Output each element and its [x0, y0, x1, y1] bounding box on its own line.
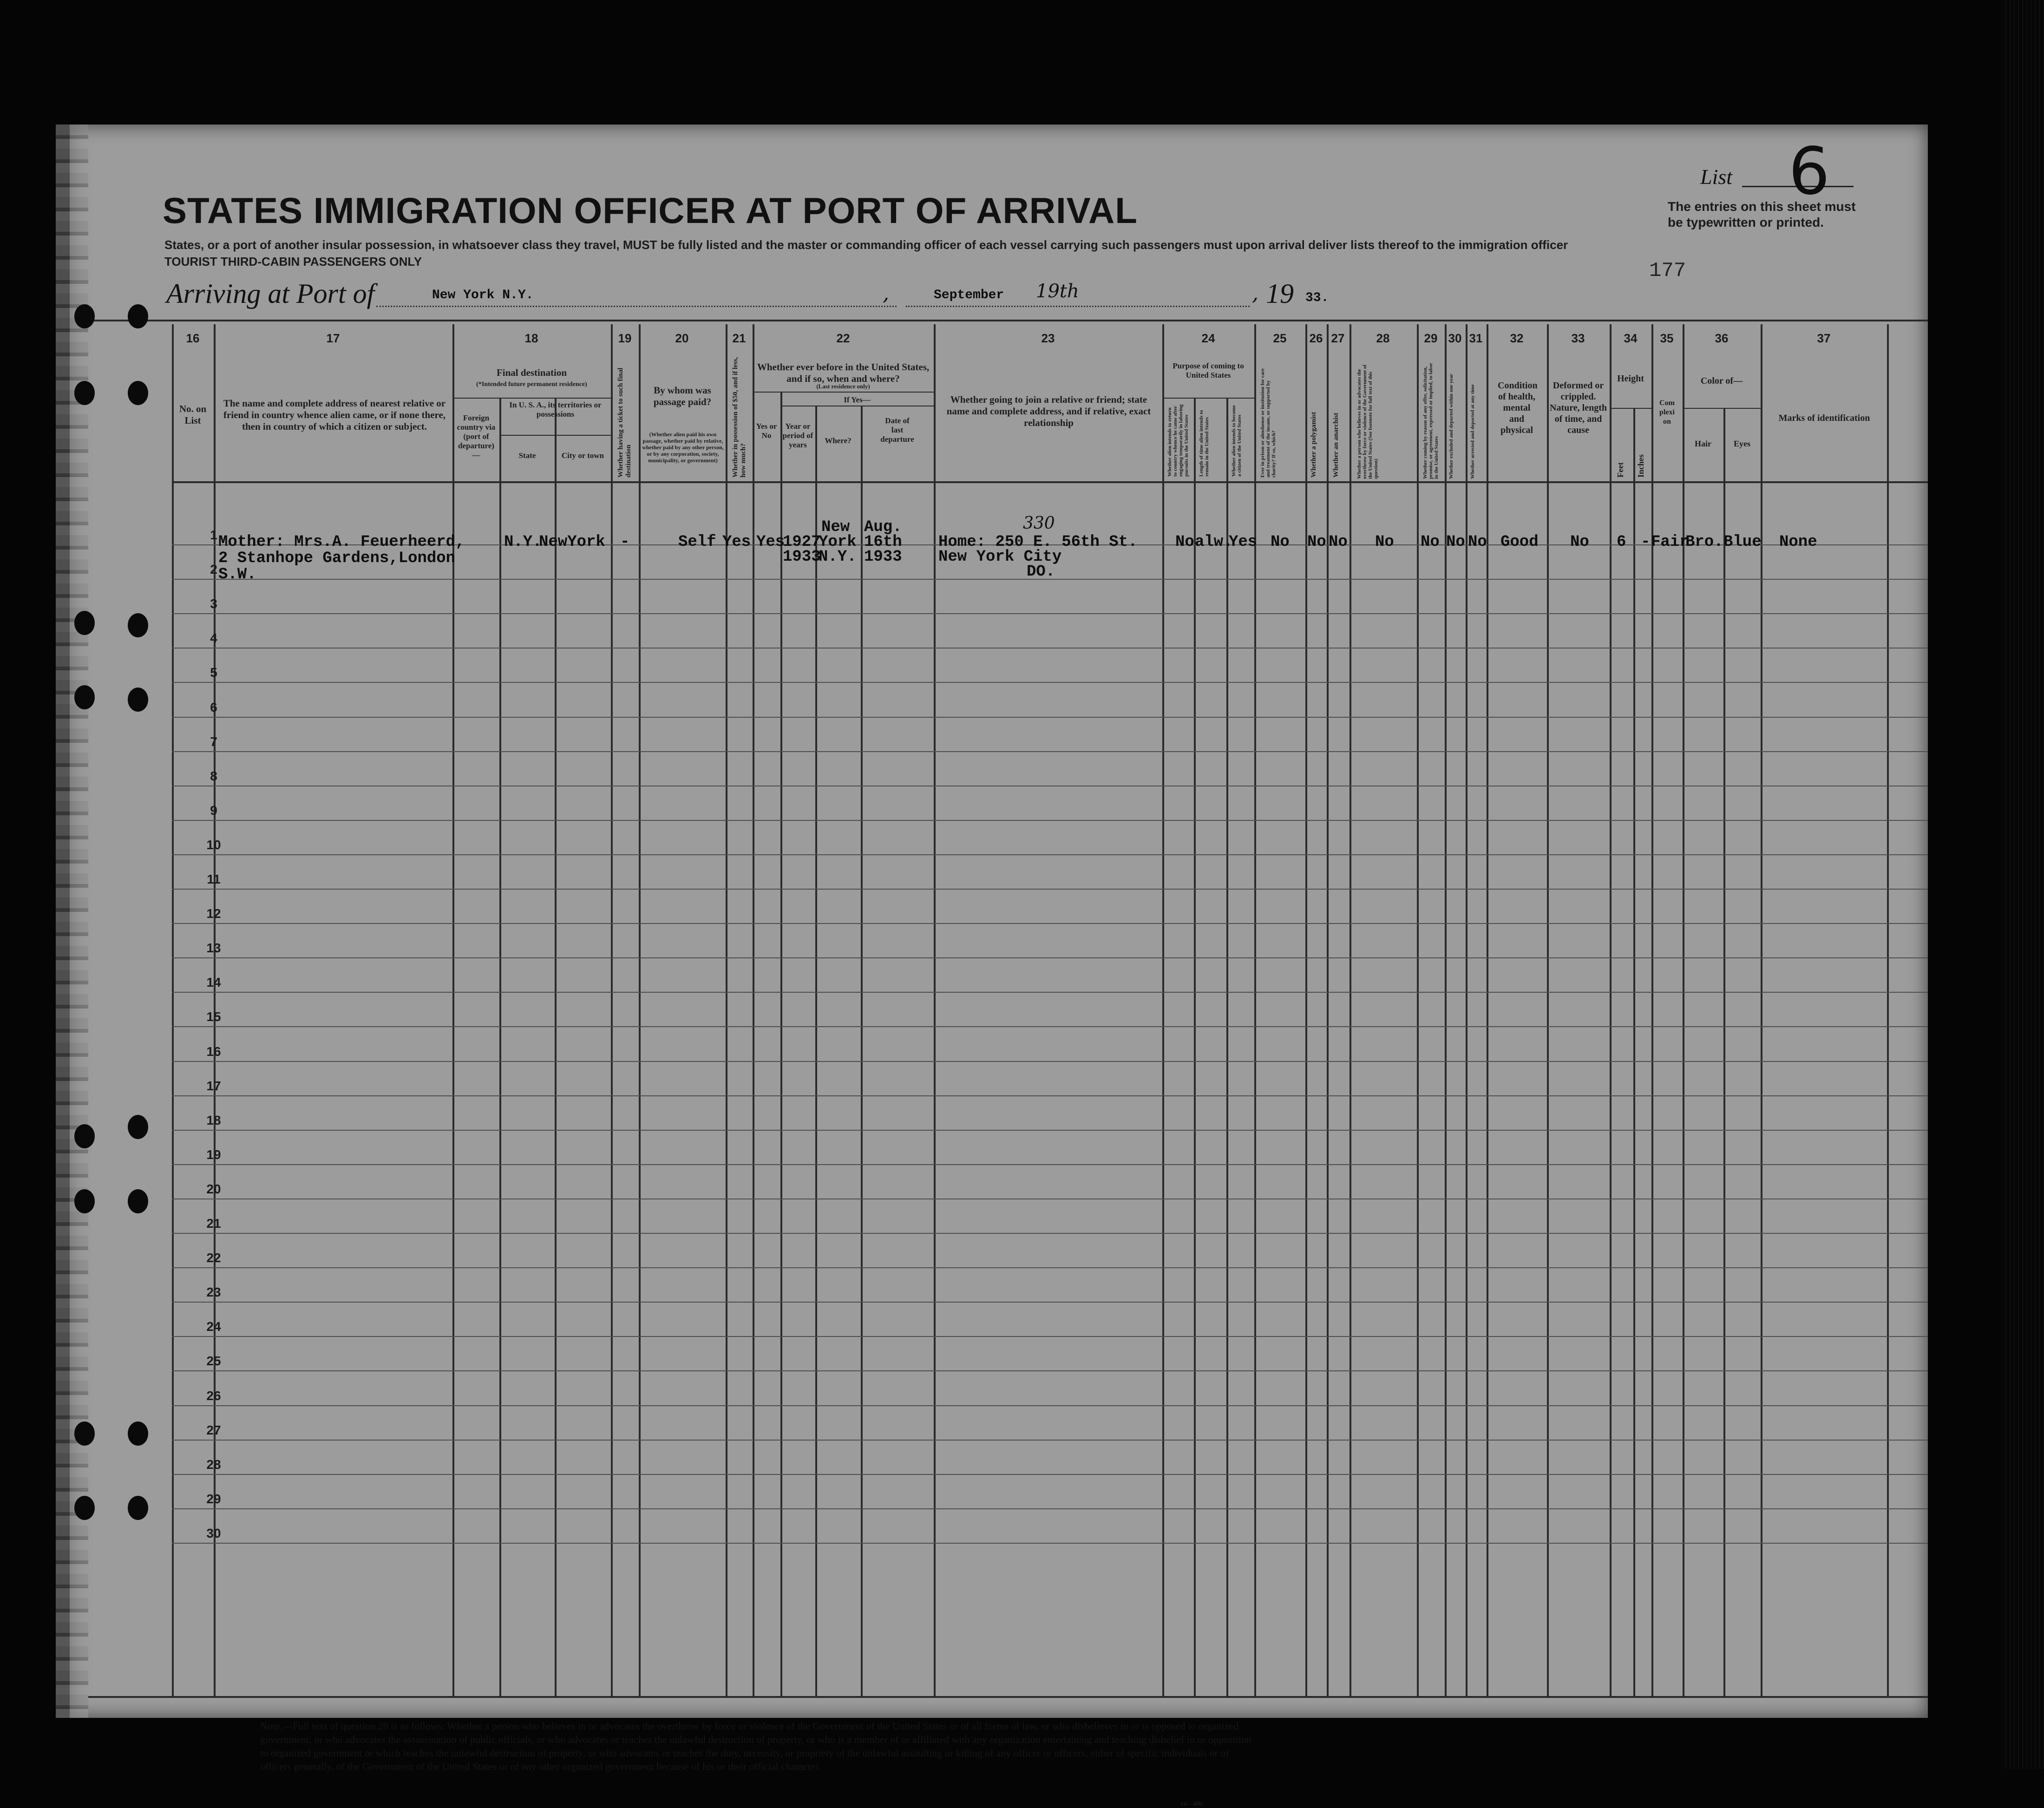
- colnum-32: 32: [1510, 331, 1524, 345]
- header-no-on-list: No. on List: [179, 403, 207, 426]
- header-complexion: Complexion: [1659, 399, 1675, 426]
- row-number: 13: [206, 941, 221, 956]
- subtitle-text: States, or a port of another insular possession, in whatsoever class they travel, MUST be fully listed and the master or commanding officer of each vessel carrying such passengers must upon arrival deliver lists thereof to the immigration officer: [164, 238, 1568, 252]
- date-month: September: [934, 288, 1004, 302]
- col-line: [1350, 324, 1351, 1697]
- header-purpose: Purpose of coming to United States: [1173, 361, 1244, 380]
- row-number: 15: [206, 1009, 221, 1024]
- header-deformed: Deformed or crippled. Nature, length of time, and cause: [1550, 380, 1607, 435]
- header-excluded: Whether excluded and deported within one year: [1448, 373, 1454, 479]
- colnum-22: 22: [836, 331, 850, 345]
- row-number: 20: [206, 1181, 221, 1196]
- colnum-16: 16: [186, 331, 200, 345]
- col-line: [1305, 324, 1307, 1697]
- entry-join-line3: DO.: [1027, 563, 1055, 581]
- year-prefix: 19: [1266, 278, 1294, 309]
- header-yes-no: Yes or No: [756, 422, 777, 440]
- row-number: 7: [210, 734, 217, 749]
- col-line: [611, 324, 613, 1697]
- row-line: [172, 1130, 1928, 1131]
- col-line: [1226, 398, 1228, 1697]
- colnum-17: 17: [326, 331, 340, 345]
- col-line: [1466, 324, 1467, 1697]
- entry-date-2: 16th: [864, 533, 902, 551]
- page-title: STATES IMMIGRATION OFFICER AT PORT OF ARRIVAL: [163, 190, 1138, 231]
- col-line: [1723, 408, 1725, 1697]
- torn-left-edge: [56, 124, 88, 1718]
- scan-edge-noise: [2002, 0, 2044, 1769]
- entry-deformed: No: [1570, 533, 1589, 551]
- header-anarchist: Whether an anarchist: [1332, 413, 1340, 478]
- entry-length: alw.: [1195, 533, 1233, 551]
- date-dotline: [906, 306, 1250, 307]
- entry-year-1: 1927: [783, 533, 821, 551]
- row-number: 24: [206, 1319, 221, 1334]
- form-number: 14—480: [1180, 1801, 1203, 1808]
- row-number: 26: [206, 1388, 221, 1403]
- colnum-33: 33: [1571, 331, 1585, 345]
- header-ticket: Whether having a ticket to such final destination: [617, 367, 632, 478]
- row-number: 21: [206, 1216, 221, 1231]
- entry-labor-offer: No: [1421, 533, 1440, 551]
- row-line: [172, 717, 1928, 718]
- col-line: [780, 392, 782, 1697]
- header-foreign-country: Foreign country via (port of departure)—: [457, 413, 496, 459]
- punch-hole: [128, 1189, 148, 1213]
- col-line: [1487, 324, 1488, 1697]
- colnum-25: 25: [1273, 331, 1287, 345]
- col-line: [1610, 324, 1612, 1697]
- table-top-border: [88, 320, 1928, 321]
- comma-2: ,: [1252, 282, 1258, 305]
- row-line: [172, 1164, 1928, 1165]
- row-line: [172, 1440, 1928, 1441]
- class-line: TOURIST THIRD-CABIN PASSENGERS ONLY: [164, 255, 422, 269]
- row-number: 14: [206, 975, 221, 990]
- entry-date-3: 1933: [864, 548, 902, 566]
- comma-1: ,: [883, 282, 889, 305]
- header-ever-before-sub: (Last residence only): [816, 383, 870, 390]
- entry-where-2: York: [819, 533, 857, 551]
- col-line: [499, 398, 501, 1697]
- header-where: Where?: [825, 436, 852, 445]
- row-line: [172, 1233, 1928, 1234]
- entry-polygamist: No: [1307, 533, 1326, 551]
- punch-hole: [128, 304, 148, 328]
- manifest-sheet: [70, 124, 1928, 1808]
- row-line: [172, 1543, 1928, 1544]
- punch-hole: [74, 1422, 95, 1446]
- row-number: 23: [206, 1285, 221, 1300]
- header-become-citizen: Whether alien intends to become a citizen of the United States: [1231, 405, 1242, 477]
- row-line: [172, 957, 1928, 958]
- row-line: [172, 1095, 1928, 1096]
- row-line: [172, 1370, 1928, 1371]
- header-color-of: Color of—: [1700, 376, 1743, 386]
- entry-overthrow: No: [1375, 533, 1394, 551]
- header-overthrow: Whether a person who believes in or advocates the overthrow by force or violence of the Government of the United States (See footnote for full text of this question): [1356, 364, 1379, 479]
- entry-feet: 6: [1617, 533, 1626, 551]
- entry-prison: No: [1271, 533, 1290, 551]
- col-line: [861, 406, 863, 1697]
- row-line: [172, 613, 1928, 614]
- arriving-label: Arriving at Port of: [166, 278, 375, 309]
- header-passage-paid-sub: (Whether alien paid his own passage, whether paid by relative, whether paid by any other person, or by any corporation, society, municipality, or government): [642, 431, 724, 464]
- colnum-31: 31: [1469, 331, 1483, 345]
- row-line: [172, 992, 1928, 993]
- colnum-24: 24: [1201, 331, 1215, 345]
- entry-year-2: 1933: [783, 548, 821, 566]
- row-number: 12: [206, 906, 221, 921]
- row-number: 11: [207, 872, 221, 886]
- punch-hole: [74, 1124, 95, 1148]
- col-line: [639, 324, 641, 1697]
- row-number: 6: [210, 700, 217, 714]
- header-labor-offer: Whether coming by reason of any offer, solicitation, promise, or agreement, expressed or implied, to labor in the United States: [1422, 363, 1439, 479]
- punch-hole: [74, 685, 95, 709]
- header-length-stay: Length of time alien intends to remain in the United States: [1199, 410, 1210, 477]
- row-line: [172, 1405, 1928, 1406]
- punch-hole: [128, 613, 148, 637]
- punch-hole: [128, 1115, 148, 1139]
- header-passage-paid: By whom was passage paid?: [653, 385, 712, 407]
- col-line: [1887, 324, 1889, 1697]
- port-dotline: [376, 306, 897, 307]
- punch-hole: [128, 381, 148, 405]
- header-marks: Marks of identification: [1778, 413, 1870, 423]
- colnum-28: 28: [1376, 331, 1390, 345]
- entry-citizen: Yes: [1229, 533, 1258, 551]
- entry-relative-line2: 2 Stanhope Gardens,London: [218, 550, 456, 567]
- entry-state: N.Y.: [504, 533, 542, 551]
- col-line: [1445, 324, 1447, 1697]
- punch-hole: [74, 1496, 95, 1520]
- row-number: 9: [210, 803, 217, 818]
- row-number: 25: [206, 1354, 221, 1369]
- entry-before-yes-no: Yes: [756, 533, 785, 551]
- entry-join-line2: New York City: [938, 548, 1062, 566]
- header-bottom-border: [172, 481, 1928, 483]
- row-number: 22: [206, 1251, 221, 1265]
- stamp-number: 177: [1649, 259, 1686, 282]
- subheader-line: [452, 398, 611, 399]
- row-line: [172, 1336, 1928, 1337]
- row-line: [172, 648, 1928, 649]
- header-hair: Hair: [1695, 439, 1711, 448]
- col-line: [934, 324, 936, 1697]
- subheader-line: [1162, 398, 1254, 399]
- col-line: [1194, 398, 1196, 1697]
- colnum-21: 21: [732, 331, 746, 345]
- punch-hole: [74, 304, 95, 328]
- row-line: [172, 923, 1928, 924]
- col-line: [1633, 408, 1635, 1697]
- row-line: [172, 1026, 1928, 1027]
- port-value: New York N.Y.: [432, 288, 534, 302]
- row-number: 10: [206, 837, 221, 852]
- header-ever-before: Whether ever before in the United States, and if so, when and where?: [757, 361, 930, 384]
- header-if-yes: If Yes—: [844, 395, 871, 404]
- entry-has-50: Yes: [722, 533, 751, 551]
- entry-excluded: No: [1446, 533, 1465, 551]
- entry-marks: None: [1779, 533, 1817, 551]
- col-line: [1547, 324, 1549, 1697]
- entry-where-1: New: [821, 518, 850, 536]
- header-return-intent: Whether alien intends to return to country whence he came after engaging temporarily in laboring pursuits in the United States: [1167, 404, 1189, 477]
- punch-hole: [128, 1496, 148, 1520]
- list-number: 6: [1788, 134, 1830, 210]
- colnum-27: 27: [1331, 331, 1345, 345]
- entries-note-line-1: The entries on this sheet must: [1668, 199, 1856, 214]
- entry-relative-line1: Mother: Mrs.A. Feuerheerd,: [218, 533, 465, 551]
- row-line: [172, 1508, 1928, 1509]
- entry-where-3: N.Y.: [819, 548, 857, 566]
- col-line: [1761, 324, 1762, 1697]
- row-line: [172, 751, 1928, 752]
- colnum-20: 20: [675, 331, 689, 345]
- subheader-line: [1683, 408, 1761, 409]
- entry-join-correction: 330: [1023, 514, 1055, 533]
- subheader-line: [753, 392, 934, 393]
- col-line: [726, 324, 727, 1697]
- entry-eyes: Blue: [1723, 533, 1762, 551]
- entries-note-line-2: be typewritten or printed.: [1668, 215, 1824, 229]
- colnum-18: 18: [524, 331, 538, 345]
- header-eyes: Eyes: [1734, 439, 1750, 448]
- row-line: [172, 820, 1928, 821]
- list-label: List: [1700, 165, 1733, 189]
- row-number: 18: [206, 1113, 221, 1127]
- entry-return: No: [1175, 533, 1194, 551]
- colnum-37: 37: [1817, 331, 1831, 345]
- row-number: 17: [206, 1078, 221, 1093]
- row-number: 8: [210, 768, 217, 783]
- punch-hole: [128, 688, 148, 712]
- row-number: 3: [210, 596, 217, 611]
- colnum-23: 23: [1041, 331, 1055, 345]
- footnote: Note.—Full text of question 28 is as follows: Whether a person who believes in or advocates the overthrow by force or violence of the Government of the United States or of all forms of law, or who disbelieves in or is opposed to organized government, or who advocates the assassination of public officials, or who advocates or teaches the unlawful destruction of property, or who is a member of or affiliated with any organization entertaining and teaching disbelief in or opposition to organized government or which teaches the unlawful destruction of property, or who advocates or teaches the duty, necessity, or propriety of the unlawful assaulting or killing of any officer or officers, either of specific individuals or of officers generally, of the Government of the United States or of any other organized government because of his or their official character.: [260, 1720, 1251, 1772]
- row-number: 1: [210, 528, 217, 542]
- row-line: [172, 1061, 1928, 1062]
- header-date-departure: Date of last departure: [880, 416, 914, 444]
- header-fifty-dollars: Whether in possession of $50, and if less, how much?: [732, 357, 747, 478]
- entry-hair: Bro.: [1685, 533, 1723, 551]
- row-line: [172, 854, 1928, 855]
- entry-join-line1: Home: 250 E. 56th St.: [938, 533, 1138, 551]
- col-line: [1162, 324, 1164, 1697]
- header-join-relative: Whether going to join a relative or friend; state name and complete address, and if relative, exact relationship: [946, 394, 1151, 428]
- col-line: [452, 324, 454, 1697]
- row-number: 5: [210, 665, 217, 680]
- date-day: 19th: [1036, 281, 1079, 302]
- col-line: [1254, 324, 1256, 1697]
- entry-city: NewYork: [539, 533, 605, 551]
- header-year-period: Year or period of years: [782, 422, 813, 449]
- entries-note: [1668, 199, 1856, 230]
- header-relative: The name and complete address of nearest relative or friend in country whence alien came, or if none there, then in country of which a citizen or subject.: [223, 398, 446, 432]
- colnum-29: 29: [1424, 331, 1438, 345]
- entry-anarchist: No: [1329, 533, 1348, 551]
- header-final-destination-sub: (*Intended future permanent residence): [476, 381, 587, 388]
- entry-deported: No: [1468, 533, 1487, 551]
- colnum-35: 35: [1660, 331, 1674, 345]
- row-number: 27: [206, 1422, 221, 1437]
- entry-inches: -: [1641, 533, 1651, 551]
- colnum-19: 19: [618, 331, 632, 345]
- colnum-26: 26: [1309, 331, 1323, 345]
- row-number: 28: [206, 1457, 221, 1472]
- punch-hole: [74, 1189, 95, 1213]
- punch-hole: [128, 1422, 148, 1446]
- header-feet: Feet: [1616, 462, 1625, 478]
- entry-health: Good: [1500, 533, 1539, 551]
- col-line: [1651, 324, 1653, 1697]
- header-polygamist: Whether a polygamist: [1310, 412, 1317, 478]
- row-line: [172, 889, 1928, 890]
- row-line: [172, 1267, 1928, 1268]
- row-line: [172, 682, 1928, 683]
- subheader-line: [1610, 408, 1651, 409]
- punch-hole: [74, 381, 95, 405]
- col-line: [555, 398, 557, 1697]
- header-final-destination: Final destination: [496, 367, 567, 378]
- header-health: Condition of health, mental and physical: [1498, 380, 1538, 435]
- col-line: [1327, 324, 1329, 1697]
- colnum-30: 30: [1448, 331, 1462, 345]
- entry-complexion: Fair: [1651, 533, 1689, 551]
- header-state: State: [518, 451, 536, 460]
- header-prison: Ever in prison or almshouse or institution for care and treatment of the insane, or supported by charity? If so, which?: [1260, 368, 1277, 478]
- colnum-36: 36: [1715, 331, 1729, 345]
- row-number: 4: [210, 631, 217, 646]
- entry-paid-by: Self: [678, 533, 716, 551]
- header-height: Height: [1617, 373, 1644, 384]
- row-number: 16: [206, 1044, 221, 1059]
- header-inches: Inches: [1636, 454, 1645, 478]
- entry-date-1: Aug.: [864, 518, 902, 536]
- header-in-usa: In U. S. A., its territories or possessions: [509, 400, 602, 419]
- colnum-34: 34: [1624, 331, 1638, 345]
- row-number: 2: [210, 562, 217, 577]
- row-number: 30: [206, 1526, 221, 1540]
- header-city: City or town: [561, 451, 604, 460]
- col-line: [1683, 324, 1684, 1697]
- punch-hole: [74, 611, 95, 635]
- header-arrested: Whether arrested and deported at any time: [1470, 384, 1475, 479]
- year-suffix: 33.: [1305, 291, 1329, 305]
- col-line: [753, 324, 754, 1697]
- entry-relative-line3: S.W.: [218, 566, 256, 583]
- row-number: 19: [206, 1147, 221, 1162]
- col-line: [1417, 324, 1419, 1697]
- row-line: [172, 1302, 1928, 1303]
- col-line: [815, 406, 817, 1697]
- row-line: [172, 1474, 1928, 1475]
- entry-ticket: -: [620, 533, 630, 551]
- row-number: 29: [206, 1491, 221, 1506]
- subheader-line: [499, 435, 611, 436]
